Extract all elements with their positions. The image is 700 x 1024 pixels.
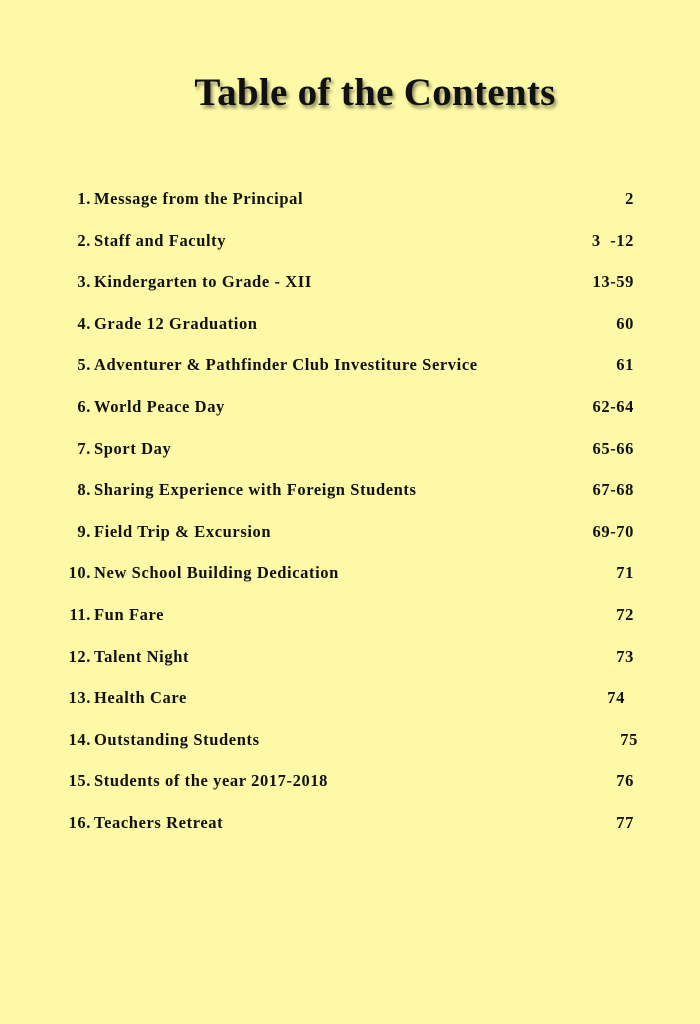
- toc-entry-number: 10.: [68, 563, 91, 583]
- toc-entry: [0, 517, 700, 559]
- toc-entry-label: Kindergarten to Grade - XII: [94, 272, 312, 292]
- toc-entry-page: 61: [616, 355, 634, 375]
- toc-entry-page: 67-68: [592, 480, 634, 500]
- toc-entry-number: 1.: [77, 189, 91, 208]
- toc-entry-page: 62-64: [592, 396, 634, 416]
- table-of-contents: [0, 184, 700, 850]
- toc-entry-label: Teachers Retreat: [94, 812, 224, 832]
- toc-entry-page: 77: [616, 812, 634, 832]
- toc-entry-label: Adventurer & Pathfinder Club Investiture Service: [94, 355, 478, 375]
- toc-entry: [0, 642, 700, 684]
- toc-entry-number: 7.: [77, 438, 91, 458]
- toc-entry-number: 14.: [68, 729, 91, 749]
- toc-entry-page: 60: [616, 313, 634, 333]
- toc-entry: [0, 226, 700, 268]
- toc-entry-number: 2.: [77, 230, 91, 250]
- toc-entry-page: 3 -12: [591, 230, 634, 250]
- toc-entry-label: Talent Night: [94, 646, 190, 666]
- toc-entry: [0, 725, 700, 767]
- toc-entry-label: Sport Day: [94, 438, 172, 458]
- toc-entry-label: Grade 12 Graduation: [94, 313, 258, 333]
- toc-entry-number: 13.: [68, 688, 91, 708]
- toc-entry-number: 8.: [77, 480, 91, 500]
- toc-entry: [0, 267, 700, 309]
- toc-entry-page: 69-70: [592, 521, 634, 541]
- toc-entry-page: 73: [616, 646, 634, 666]
- toc-entry-label: Health Care: [94, 688, 187, 708]
- toc-entry: [0, 434, 700, 476]
- toc-entry: [0, 350, 700, 392]
- toc-entry-label: Message from the Principal: [94, 189, 304, 208]
- toc-entry: [0, 766, 700, 808]
- toc-entry-label: World Peace Day: [94, 396, 225, 416]
- toc-entry-page: 71: [616, 563, 634, 583]
- toc-entry-number: 9.: [77, 521, 91, 541]
- toc-entry-page: 74: [607, 688, 625, 708]
- toc-entry-number: 12.: [68, 646, 91, 666]
- toc-entry-label: Staff and Faculty: [94, 230, 227, 250]
- toc-entry: [0, 309, 700, 351]
- toc-entry: [0, 600, 700, 642]
- toc-entry-number: 3.: [77, 272, 91, 292]
- toc-entry-number: 5.: [77, 355, 91, 375]
- toc-entry: [0, 392, 700, 434]
- toc-entry-page: 75: [620, 729, 638, 749]
- toc-entry-page: 72: [616, 604, 634, 624]
- toc-entry-page: 2: [625, 189, 634, 208]
- toc-entry-page: 65-66: [592, 438, 634, 458]
- toc-entry: [0, 558, 700, 600]
- toc-entry-label: New School Building Dedication: [94, 563, 339, 583]
- toc-entry-number: 15.: [68, 771, 91, 791]
- toc-entry-number: 16.: [68, 812, 91, 832]
- toc-entry: [0, 184, 700, 226]
- toc-entry-label: Outstanding Students: [94, 729, 260, 749]
- toc-entry-label: Sharing Experience with Foreign Students: [94, 480, 417, 500]
- toc-entry: [0, 683, 700, 725]
- toc-entry-page: 13-59: [592, 272, 634, 292]
- toc-entry-page: 76: [616, 771, 634, 791]
- toc-entry-label: Field Trip & Excursion: [94, 521, 272, 541]
- toc-entry-number: 6.: [77, 396, 91, 416]
- toc-entry-number: 4.: [77, 313, 91, 333]
- toc-entry-label: Students of the year 2017-2018: [94, 771, 329, 791]
- toc-entry: [0, 475, 700, 517]
- toc-entry-label: Fun Fare: [94, 604, 165, 624]
- toc-entry-number: 11.: [69, 604, 91, 624]
- page-title: Table of the Contents: [194, 71, 556, 114]
- toc-entry: [0, 808, 700, 850]
